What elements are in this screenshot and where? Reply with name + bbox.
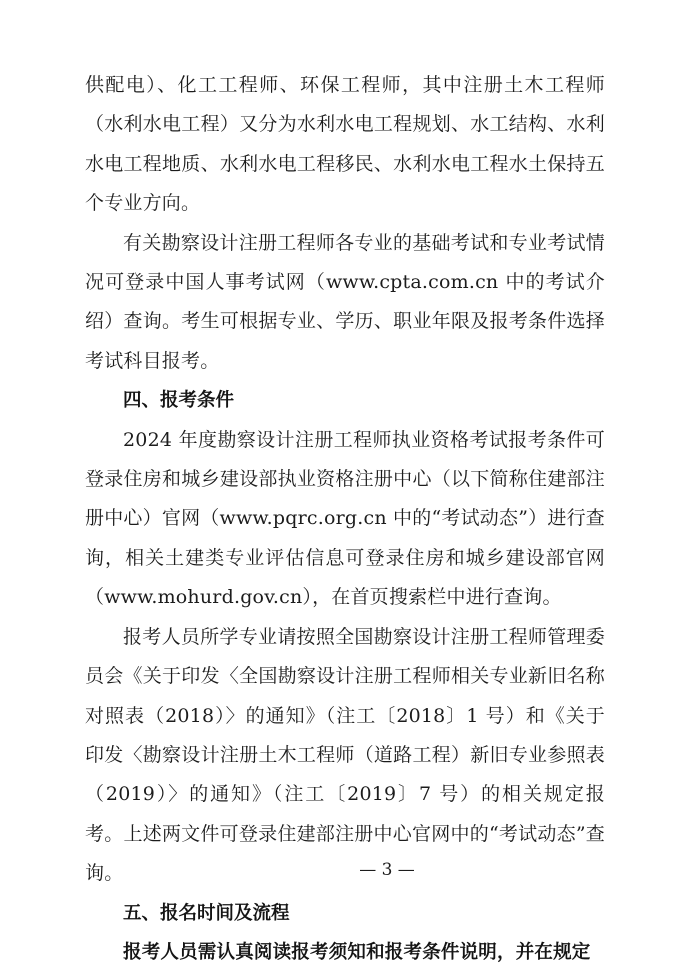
page-number: — 3 — [359, 860, 415, 880]
document-body [85, 66, 605, 972]
paragraph-requirements-website: 2024 年度勘察设计注册工程师执业资格考试报考条件可登录住房和城乡建设部执业资格注册中心（以下简称住建部注册中心）官网（www.pqrc.org.cn 中的“考试动态”）进行查询，相关土建类专业评估信息可登录住房和城乡建设部官网（www.mohurd.gov.cn），在首页搜索栏中进行查询。 [85, 428, 605, 609]
paragraph-exam-info: 有关勘察设计注册工程师各专业的基础考试和专业考试情况可登录中国人事考试网（www.cpta.com.cn 中的考试介绍）查询。考生可根据专业、学历、职业年限及报考条件选择考试科目报考。 [85, 231, 605, 372]
section-heading-requirements: 四、报考条件 [123, 390, 235, 412]
paragraph-registration-notice: 报考人员需认真阅读报考须知和报考条件说明，并在规定 [123, 941, 591, 963]
section-heading-registration: 五、报名时间及流程 [123, 902, 290, 924]
paragraph-major-directions: 供配电）、化工工程师、环保工程师，其中注册土木工程师（水利水电工程）又分为水利水电工程规划、水工结构、水利水电工程地质、水利水电工程移民、水利水电工程水土保持五个专业方向。 [85, 74, 605, 215]
paragraph-major-reference: 报考人员所学专业请按照全国勘察设计注册工程师管理委员会《关于印发〈全国勘察设计注册工程师相关专业新旧名称对照表（2018）〉的通知》（注工〔2018〕1 号）和《关于印发〈勘察设计注册土木工程师（道路工程）新旧专业参照表（2019）〉的通知》（注工〔2019〕7 号）的相关规定报考。上述两文件可登录住建部注册中心官网中的“考试动态”查询。 [85, 625, 605, 885]
